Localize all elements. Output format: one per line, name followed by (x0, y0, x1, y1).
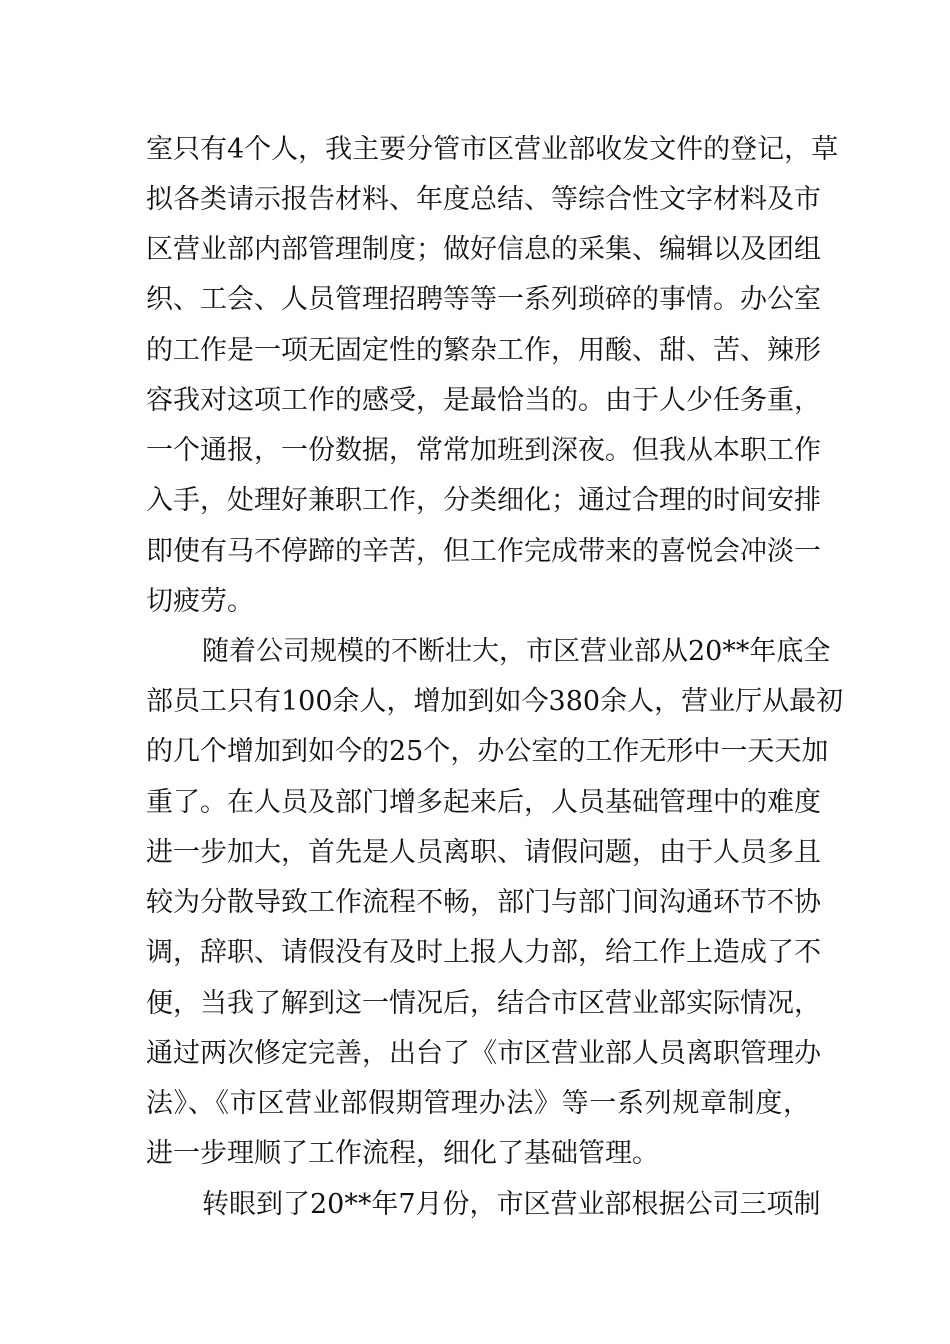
paragraph-first-line: 随着公司规模的不断壮大，市区营业部从20**年底全 (202, 636, 831, 667)
text-line: 较为分散导致工作流程不畅，部门与部门间沟通环节不协 (146, 887, 821, 918)
paragraph-first-line: 转眼到了20**年7月份，市区营业部根据公司三项制 (202, 1189, 821, 1220)
text-line: 法》、《市区营业部假期管理办法》等一系列规章制度， (146, 1088, 810, 1119)
text-line: 重了。在人员及部门增多起来后，人员基础管理中的难度 (146, 787, 821, 818)
text-line: 进一步理顺了工作流程，细化了基础管理。 (146, 1138, 659, 1169)
text-line: 区营业部内部管理制度；做好信息的采集、编辑以及团组 (146, 234, 821, 265)
text-line: 入手，处理好兼职工作，分类细化；通过合理的时间安排 (146, 485, 821, 516)
text-line: 进一步加大，首先是人员离职、请假问题，由于人员多且 (146, 837, 821, 868)
text-line: 通过两次修定完善，出台了《市区营业部人员离职管理办 (146, 1038, 821, 1069)
text-line: 切疲劳。 (146, 586, 254, 617)
text-line: 部员工只有100余人，增加到如今380余人，营业厅从最初 (146, 686, 844, 717)
text-line: 的工作是一项无固定性的繁杂工作，用酸、甜、苦、辣形 (146, 335, 821, 366)
text-line: 的几个增加到如今的25个，办公室的工作无形中一天天加 (146, 736, 829, 767)
text-line: 调，辞职、请假没有及时上报人力部，给工作上造成了不 (146, 937, 821, 968)
text-line: 织、工会、人员管理招聘等等一系列琐碎的事情。办公室 (146, 284, 821, 315)
text-line: 即使有马不停蹄的辛苦，但工作完成带来的喜悦会冲淡一 (146, 536, 821, 567)
text-line: 容我对这项工作的感受，是最恰当的。由于人少任务重， (146, 385, 821, 416)
text-line: 一个通报，一份数据，常常加班到深夜。但我从本职工作 (146, 435, 821, 466)
text-line: 便，当我了解到这一情况后，结合市区营业部实际情况， (146, 988, 821, 1019)
text-line: 室只有4个人，我主要分管市区营业部收发文件的登记，草 (146, 134, 839, 165)
text-line: 拟各类请示报告材料、年度总结、等综合性文字材料及市 (146, 184, 821, 215)
